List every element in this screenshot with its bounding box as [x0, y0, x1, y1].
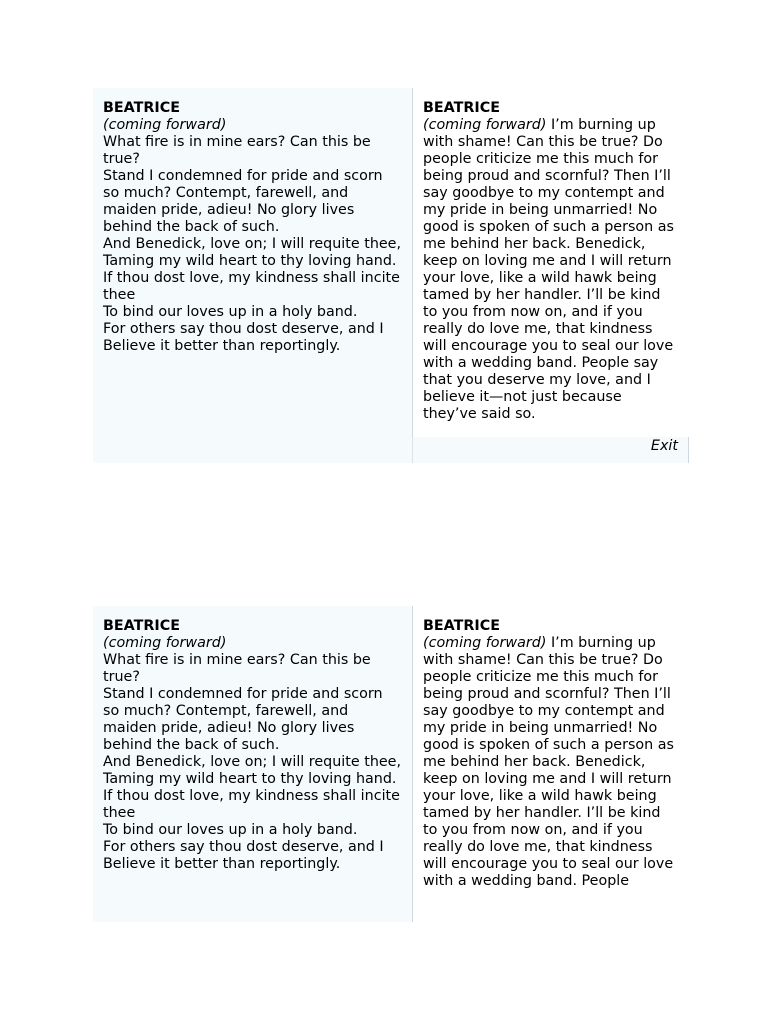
verse-line: For others say thou dost deserve, and I Believe it better than reportingly.: [103, 321, 384, 354]
translation-block-1: [93, 88, 689, 463]
verse-line: And Benedick, love on; I will requite thee,: [103, 754, 402, 770]
verse-line: Stand I condemned for pride and scorn so much? Contempt, farewell, and maiden pride, adieu! No glory lives behind the back of such.: [103, 168, 383, 235]
stage-direction: (coming forward): [423, 635, 551, 651]
speaker-name: BEATRICE: [103, 100, 180, 116]
speaker-name: BEATRICE: [423, 100, 500, 116]
verse-line: Taming my wild heart to thy loving hand.: [103, 253, 397, 269]
verse-line: Taming my wild heart to thy loving hand.: [103, 771, 397, 787]
verse-line: To bind our loves up in a holy band.: [103, 304, 358, 320]
modern-translation-text: I’m burning up with shame! Can this be true? Do people criticize me this much for being proud and scornful? Then I’ll say goodbye to my contempt and my pride in being unmarried! No good is spoken of such a person as me behind her back. Benedick, keep on loving me and I will return your love, like a wild hawk being tamed by her handler. I’ll be kind to you from now on, and if you really do love me, that kindness will encourage you to seal our love with a wedding band. People say that you deserve my love, and I believe it—not just because they’ve said so.: [423, 117, 674, 422]
verse-line: For others say thou dost deserve, and I Believe it better than reportingly.: [103, 839, 384, 872]
stage-direction: (coming forward): [103, 635, 227, 651]
verse-line: If thou dost love, my kindness shall incite thee: [103, 270, 400, 303]
stage-direction: (coming forward): [423, 117, 551, 133]
modern-text-column: [413, 88, 689, 437]
modern-text-column: [413, 606, 689, 922]
verse-line: What fire is in mine ears? Can this be true?: [103, 134, 371, 167]
verse-line: What fire is in mine ears? Can this be true?: [103, 652, 371, 685]
stage-direction: (coming forward): [103, 117, 227, 133]
original-text-column: [93, 606, 413, 922]
speaker-name: BEATRICE: [423, 618, 500, 634]
speaker-name: BEATRICE: [103, 618, 180, 634]
exit-stage-direction: Exit: [413, 437, 689, 463]
exit-row-left-cell: [93, 437, 413, 463]
translation-block-2: [93, 606, 689, 922]
verse-line: And Benedick, love on; I will requite thee,: [103, 236, 402, 252]
original-text-column: [93, 88, 413, 437]
verse-line: Stand I condemned for pride and scorn so much? Contempt, farewell, and maiden pride, adieu! No glory lives behind the back of such.: [103, 686, 383, 753]
verse-line: If thou dost love, my kindness shall incite thee: [103, 788, 400, 821]
exit-row: [93, 437, 689, 463]
verse-line: To bind our loves up in a holy band.: [103, 822, 358, 838]
translation-row: [93, 88, 689, 437]
translation-row: [93, 606, 689, 922]
modern-translation-text: I’m burning up with shame! Can this be true? Do people criticize me this much for being proud and scornful? Then I’ll say goodbye to my contempt and my pride in being unmarried! No good is spoken of such a person as me behind her back. Benedick, keep on loving me and I will return your love, like a wild hawk being tamed by her handler. I’ll be kind to you from now on, and if you really do love me, that kindness will encourage you to seal our love with a wedding band. People: [423, 635, 674, 889]
